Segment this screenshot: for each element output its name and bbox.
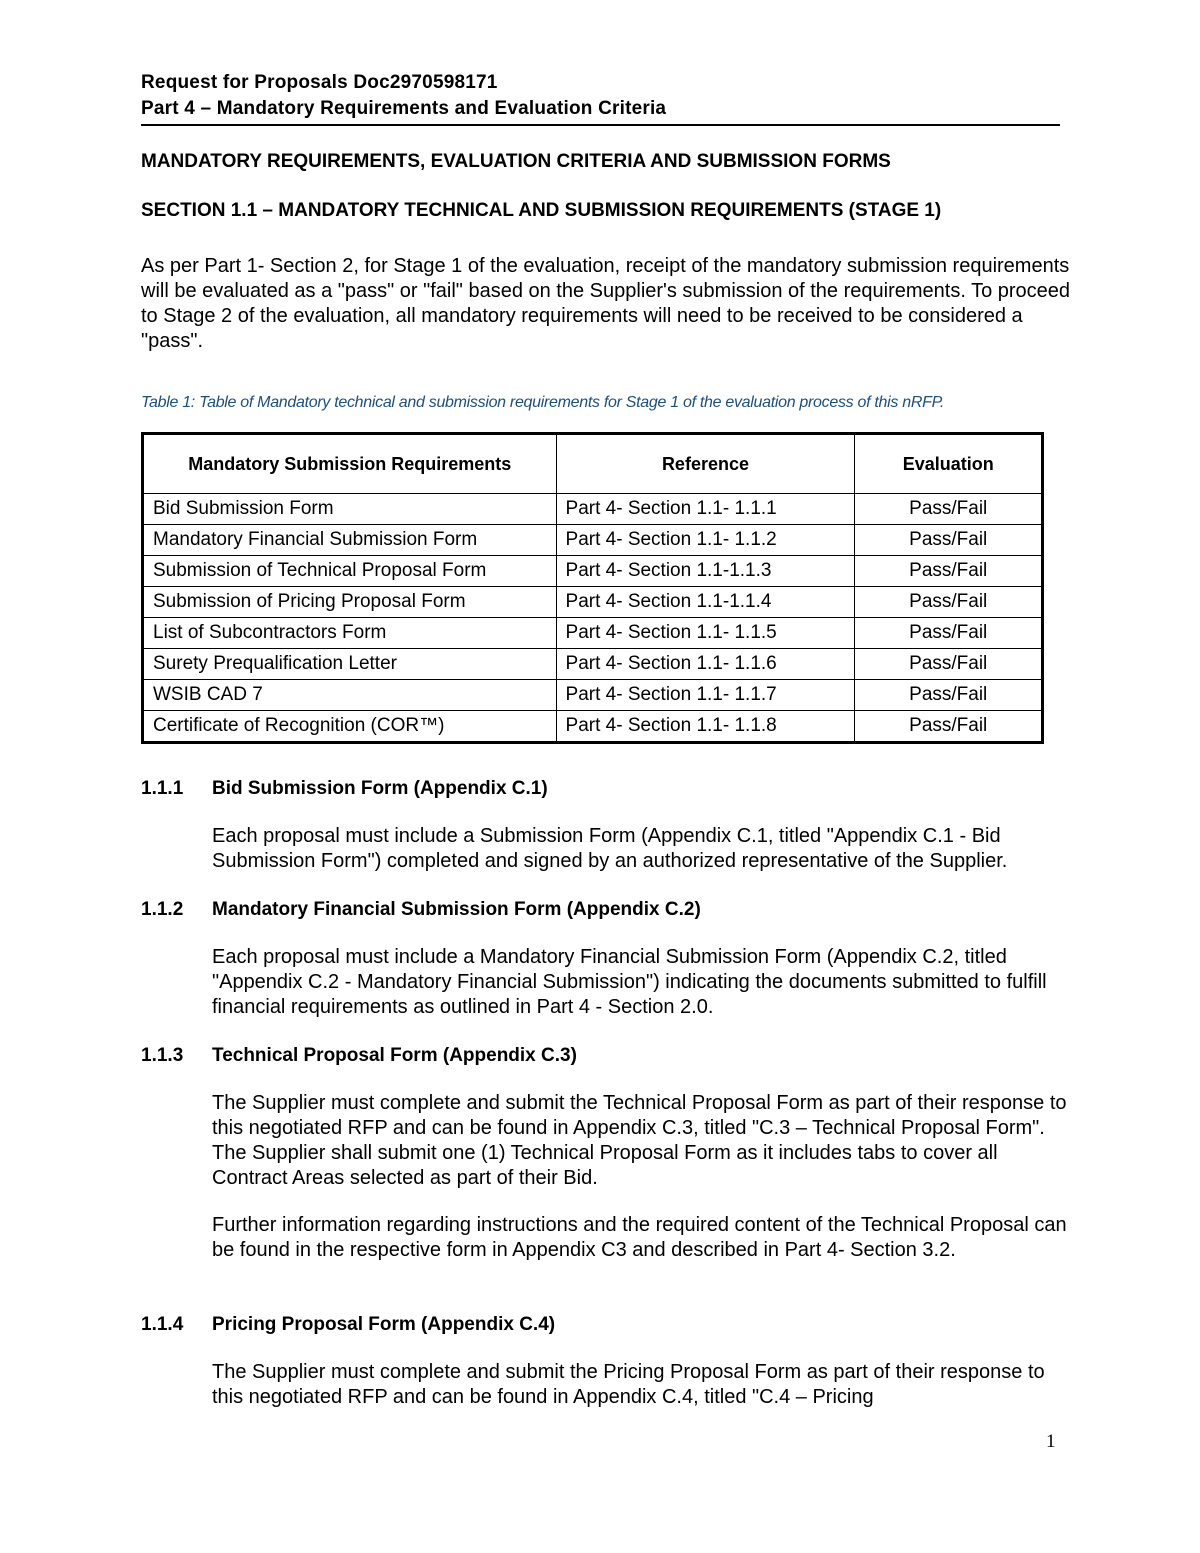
header-part-title: Part 4 – Mandatory Requirements and Evaluation Criteria (141, 98, 667, 119)
intro-paragraph: As per Part 1- Section 2, for Stage 1 of the evaluation, receipt of the mandatory submission requirements will be evaluated as a "pass" or "fail" based on the Supplier's submission of the requirements. To proceed to Stage 2 of the evaluation, all mandatory requirements will need to be received to be considered a "pass". (141, 255, 1071, 352)
reference-cell: Part 4- Section 1.1- 1.1.1 (556, 494, 855, 525)
table-row (143, 494, 1043, 525)
subsection-heading (141, 1043, 1071, 1069)
evaluation-cell: Pass/Fail (855, 649, 1043, 680)
reference-cell: Part 4- Section 1.1- 1.1.7 (556, 680, 855, 711)
subsection-number: 1.1.2 (141, 899, 184, 920)
page-number: 1 (1046, 1431, 1056, 1452)
evaluation-cell: Pass/Fail (855, 587, 1043, 618)
requirement-cell: WSIB CAD 7 (143, 680, 557, 711)
subsection-number: 1.1.1 (141, 778, 184, 799)
subsection-1-1-3 (141, 1043, 1071, 1285)
subsection-body (212, 1360, 1072, 1410)
subsection-paragraph: The Supplier must complete and submit the Pricing Proposal Form as part of their response to this negotiated RFP and can be found in Appendix C.4, titled "C.4 – Pricing (212, 1361, 1045, 1408)
subsection-body (212, 1091, 1072, 1263)
subsection-heading (141, 776, 1071, 802)
evaluation-cell: Pass/Fail (855, 494, 1043, 525)
table-row (143, 680, 1043, 711)
reference-cell: Part 4- Section 1.1- 1.1.5 (556, 618, 855, 649)
subsection-number: 1.1.4 (141, 1314, 184, 1335)
table-row (143, 618, 1043, 649)
column-header: Reference (556, 434, 855, 494)
table-header-row (143, 434, 1043, 494)
requirement-cell: List of Subcontractors Form (143, 618, 557, 649)
reference-cell: Part 4- Section 1.1- 1.1.8 (556, 711, 855, 743)
table-row (143, 711, 1043, 743)
requirement-cell: Certificate of Recognition (COR™) (143, 711, 557, 743)
header-doc-title: Request for Proposals Doc2970598171 (141, 72, 498, 93)
table-row (143, 587, 1043, 618)
table-row (143, 556, 1043, 587)
subsection-body (212, 824, 1072, 874)
subsection-body (212, 945, 1072, 1020)
column-header: Mandatory Submission Requirements (143, 434, 557, 494)
section-title: SECTION 1.1 – MANDATORY TECHNICAL AND SUBMISSION REQUIREMENTS (STAGE 1) (141, 200, 942, 221)
subsection-paragraph: Further information regarding instructions and the required content of the Technical Proposal can be found in the respective form in Appendix C3 and described in Part 4- Section 3.2. (212, 1214, 1067, 1261)
subsection-title: Bid Submission Form (Appendix C.1) (212, 778, 548, 799)
subsection-paragraph: Each proposal must include a Mandatory Financial Submission Form (Appendix C.2, titled "Appendix C.2 - Mandatory Financial Submission") indicating the documents submitted to fulfill financial requirements as outlined in Part 4 - Section 2.0. (212, 946, 1047, 1018)
reference-cell: Part 4- Section 1.1-1.1.4 (556, 587, 855, 618)
column-header: Evaluation (855, 434, 1043, 494)
requirement-cell: Submission of Technical Proposal Form (143, 556, 557, 587)
evaluation-cell: Pass/Fail (855, 618, 1043, 649)
table-row (143, 649, 1043, 680)
subsection-heading (141, 1312, 1071, 1338)
subsection-title: Pricing Proposal Form (Appendix C.4) (212, 1314, 556, 1335)
document-title: MANDATORY REQUIREMENTS, EVALUATION CRITERIA AND SUBMISSION FORMS (141, 151, 891, 172)
subsection-1-1-4 (141, 1312, 1071, 1432)
reference-cell: Part 4- Section 1.1-1.1.3 (556, 556, 855, 587)
evaluation-cell: Pass/Fail (855, 680, 1043, 711)
reference-cell: Part 4- Section 1.1- 1.1.2 (556, 525, 855, 556)
subsection-heading (141, 897, 1071, 923)
requirement-cell: Mandatory Financial Submission Form (143, 525, 557, 556)
requirement-cell: Submission of Pricing Proposal Form (143, 587, 557, 618)
evaluation-cell: Pass/Fail (855, 711, 1043, 743)
table-row (143, 525, 1043, 556)
evaluation-cell: Pass/Fail (855, 525, 1043, 556)
requirements-table (141, 432, 1044, 744)
subsection-paragraph: Each proposal must include a Submission Form (Appendix C.1, titled "Appendix C.1 - Bid Submission Form") completed and signed by an authorized representative of the Supplier. (212, 825, 1008, 872)
subsection-title: Technical Proposal Form (Appendix C.3) (212, 1045, 577, 1066)
subsection-paragraph: The Supplier must complete and submit the Technical Proposal Form as part of their response to this negotiated RFP and can be found in Appendix C.3, titled "C.3 – Technical Proposal Form". The Supplier shall submit one (1) Technical Proposal Form as it includes tabs to cover all Contract Areas selected as part of their Bid. (212, 1092, 1067, 1189)
subsection-title: Mandatory Financial Submission Form (Appendix C.2) (212, 899, 701, 920)
subsection-1-1-2 (141, 897, 1071, 1042)
requirement-cell: Surety Prequalification Letter (143, 649, 557, 680)
evaluation-cell: Pass/Fail (855, 556, 1043, 587)
reference-cell: Part 4- Section 1.1- 1.1.6 (556, 649, 855, 680)
requirement-cell: Bid Submission Form (143, 494, 557, 525)
page-header (141, 70, 1060, 126)
subsection-1-1-1 (141, 776, 1071, 896)
table-caption: Table 1: Table of Mandatory technical and submission requirements for Stage 1 of the evaluation process of this nRFP. (141, 394, 945, 411)
subsection-number: 1.1.3 (141, 1045, 184, 1066)
